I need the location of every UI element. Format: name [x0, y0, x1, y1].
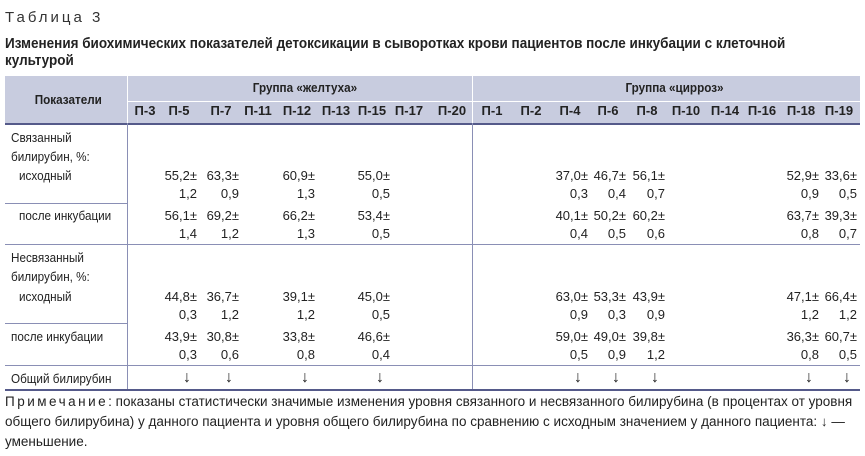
cell-error-value: 0,7 [838, 226, 857, 241]
cell-mean-value: 56,1± [632, 168, 665, 183]
cell-error-value: 1,3 [296, 226, 315, 241]
indicators-header: Показатели [34, 92, 102, 107]
cell-mean-value: 60,7± [824, 329, 857, 344]
cell-mean-value: 37,0± [555, 168, 588, 183]
cell-mean-value: 55,2± [164, 168, 197, 183]
group-jaundice-header: Группа «желтуха» [252, 80, 358, 95]
decrease-arrow-icon: ↓ [225, 369, 233, 386]
cell-error-value: 1,2 [178, 186, 197, 201]
cell-error-value: 0,3 [178, 347, 197, 362]
decrease-arrow-icon: ↓ [376, 369, 384, 386]
cell-mean-value: 39,3± [824, 208, 857, 223]
patient-column-header: П-5 [168, 103, 190, 118]
cell-error-value: 0,5 [838, 347, 857, 362]
cell-mean-value: 47,1± [786, 289, 819, 304]
row-separator [5, 203, 127, 204]
cell-mean-value: 46,7± [593, 168, 626, 183]
note-label: Примечание [5, 394, 109, 409]
decrease-arrow-icon: ↓ [612, 369, 620, 386]
decrease-arrow-icon: ↓ [805, 369, 813, 386]
cell-error-value: 0,8 [800, 226, 819, 241]
cell-mean-value: 43,9± [164, 329, 197, 344]
table-bottom-rule [5, 389, 860, 391]
cell-error-value: 1,3 [296, 186, 315, 201]
cell-error-value: 0,5 [371, 186, 390, 201]
patient-column-header: П-19 [824, 103, 854, 118]
cell-mean-value: 53,4± [357, 208, 390, 223]
label-column-divider [127, 123, 128, 390]
unbound-bilirubin-label: Несвязанный билирубин, %: [11, 250, 90, 284]
cell-error-value: 1,2 [800, 307, 819, 322]
cell-error-value: 0,9 [646, 307, 665, 322]
cell-error-value: 0,9 [800, 186, 819, 201]
cell-mean-value: 63,7± [786, 208, 819, 223]
cell-mean-value: 63,0± [555, 289, 588, 304]
cell-error-value: 0,8 [800, 347, 819, 362]
cell-error-value: 1,2 [220, 307, 239, 322]
patient-column-header: П-12 [282, 103, 312, 118]
cell-mean-value: 60,9± [282, 168, 315, 183]
cell-mean-value: 53,3± [593, 289, 626, 304]
decrease-arrow-icon: ↓ [574, 369, 582, 386]
cell-error-value: 0,9 [220, 186, 239, 201]
patient-column-header: П-11 [244, 103, 272, 118]
cell-error-value: 0,5 [371, 307, 390, 322]
cell-mean-value: 45,0± [357, 289, 390, 304]
group-cirrhosis-header: Группа «цирроз» [625, 80, 724, 95]
cell-error-value: 0,3 [607, 307, 626, 322]
cell-mean-value: 46,6± [357, 329, 390, 344]
cell-mean-value: 66,2± [282, 208, 315, 223]
patient-column-header: П-20 [437, 103, 467, 118]
cell-mean-value: 40,1± [555, 208, 588, 223]
cell-mean-value: 50,2± [593, 208, 626, 223]
table-note [5, 392, 861, 452]
patient-column-header: П-4 [559, 103, 581, 118]
header-divider [127, 101, 860, 102]
patient-column-header: П-2 [520, 103, 542, 118]
cell-error-value: 0,4 [371, 347, 390, 362]
patient-column-header: П-10 [671, 103, 701, 118]
cell-error-value: 1,2 [220, 226, 239, 241]
cell-error-value: 0,3 [569, 186, 588, 201]
cell-error-value: 1,4 [178, 226, 197, 241]
patient-column-header: П-1 [481, 103, 503, 118]
cell-mean-value: 44,8± [164, 289, 197, 304]
total-bilirubin-label: Общий билирубин [11, 371, 112, 386]
cell-error-value: 0,8 [296, 347, 315, 362]
decrease-arrow-icon: ↓ [651, 369, 659, 386]
bound-initial-label: исходный [19, 168, 72, 183]
patient-column-header: П-7 [210, 103, 232, 118]
decrease-arrow-icon: ↓ [301, 369, 309, 386]
cell-mean-value: 43,9± [632, 289, 665, 304]
table-number-label: Таблица 3 [5, 9, 104, 26]
row-separator [5, 365, 860, 366]
cell-error-value: 1,2 [646, 347, 665, 362]
cell-mean-value: 33,6± [824, 168, 857, 183]
cell-error-value: 0,9 [569, 307, 588, 322]
cell-error-value: 0,9 [607, 347, 626, 362]
cell-error-value: 0,3 [178, 307, 197, 322]
group-divider [472, 123, 473, 390]
cell-mean-value: 60,2± [632, 208, 665, 223]
header-bottom-rule [5, 123, 860, 125]
row-separator [5, 244, 860, 245]
cell-mean-value: 30,8± [206, 329, 239, 344]
cell-mean-value: 56,1± [164, 208, 197, 223]
note-text: : показаны статистически значимые изменения уровня связанного и несвязанного билирубина (в процентах от уровня общего билирубина) у данного пациента и уровня общего билирубина по сравнению с исходным значением у данного пациента: ↓ — уменьшение. [5, 394, 853, 449]
cell-error-value: 0,6 [220, 347, 239, 362]
patient-column-header: П-18 [786, 103, 816, 118]
cell-mean-value: 55,0± [357, 168, 390, 183]
cell-error-value: 0,4 [607, 186, 626, 201]
decrease-arrow-icon: ↓ [843, 369, 851, 386]
cell-mean-value: 36,3± [786, 329, 819, 344]
patient-column-header: П-6 [597, 103, 619, 118]
patient-column-header: П-3 [134, 103, 156, 118]
decrease-arrow-icon: ↓ [183, 369, 191, 386]
row-separator [5, 323, 127, 324]
cell-error-value: 0,5 [838, 186, 857, 201]
cell-error-value: 0,7 [646, 186, 665, 201]
patient-column-header: П-17 [394, 103, 424, 118]
cell-error-value: 0,4 [569, 226, 588, 241]
cell-mean-value: 52,9± [786, 168, 819, 183]
cell-mean-value: 59,0± [555, 329, 588, 344]
bound-after-label: после инкубации [19, 208, 112, 223]
cell-error-value: 0,5 [371, 226, 390, 241]
cell-error-value: 0,6 [646, 226, 665, 241]
cell-mean-value: 39,8± [632, 329, 665, 344]
cell-mean-value: 69,2± [206, 208, 239, 223]
cell-mean-value: 63,3± [206, 168, 239, 183]
cell-mean-value: 49,0± [593, 329, 626, 344]
unbound-initial-label: исходный [19, 289, 72, 304]
cell-error-value: 0,5 [607, 226, 626, 241]
cell-mean-value: 39,1± [282, 289, 315, 304]
bound-bilirubin-label: Связанный билирубин, %: [11, 130, 90, 164]
cell-error-value: 1,2 [296, 307, 315, 322]
patient-column-header: П-16 [747, 103, 777, 118]
cell-mean-value: 33,8± [282, 329, 315, 344]
results-table [5, 76, 860, 390]
table-title: Изменения биохимических показателей детоксикации в сыворотках крови пациентов после инкубации с клеточной культурой [5, 36, 786, 69]
patient-column-header: П-13 [321, 103, 351, 118]
patient-column-header: П-15 [357, 103, 387, 118]
cell-error-value: 0,5 [569, 347, 588, 362]
cell-mean-value: 66,4± [824, 289, 857, 304]
cell-mean-value: 36,7± [206, 289, 239, 304]
patient-column-header: П-8 [636, 103, 658, 118]
unbound-after-label: после инкубации [11, 329, 104, 344]
cell-error-value: 1,2 [838, 307, 857, 322]
patient-column-header: П-14 [710, 103, 740, 118]
